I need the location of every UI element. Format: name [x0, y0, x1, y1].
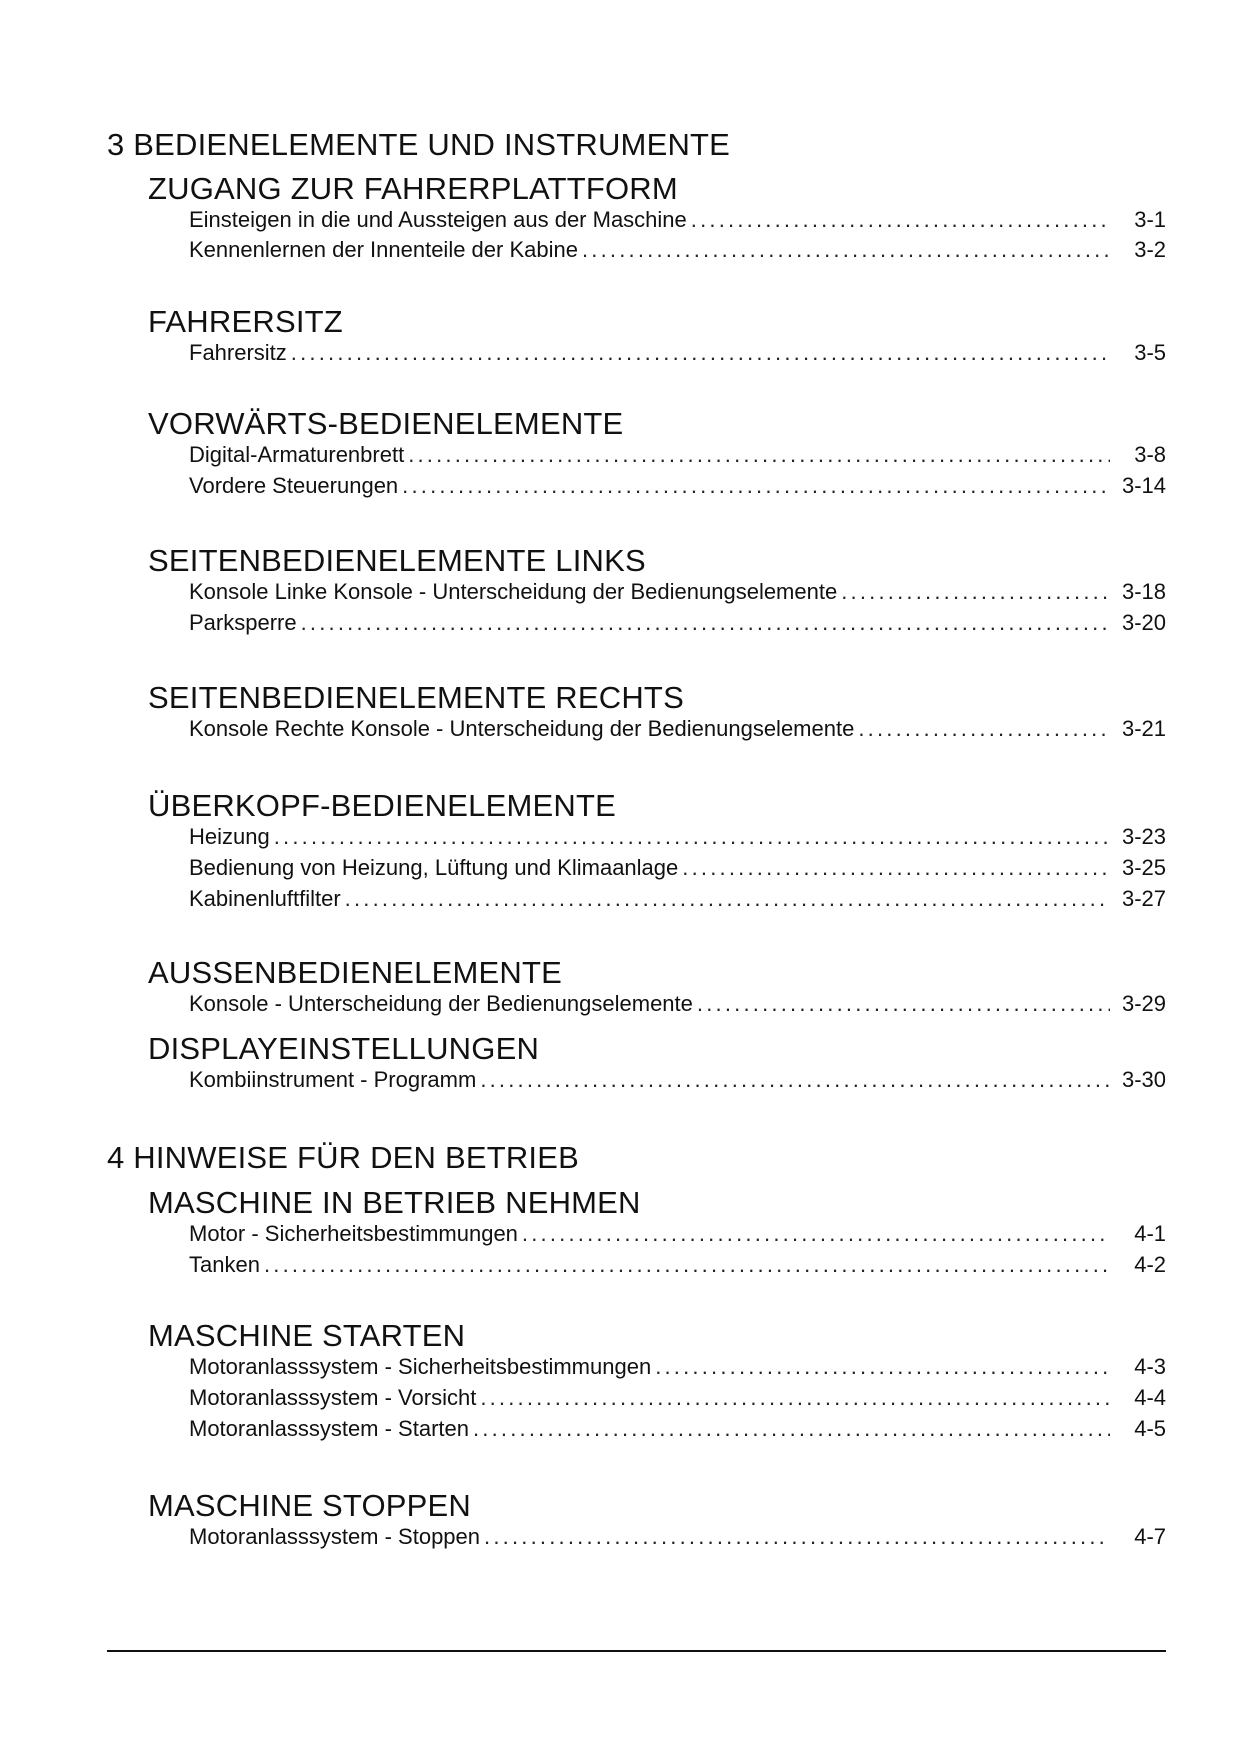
section-title: MASCHINE IN BETRIEB NEHMEN [148, 1185, 641, 1220]
toc-entry-page: 4-7 [1134, 1524, 1166, 1549]
toc-entry[interactable] [189, 853, 1166, 883]
dot-leader [301, 608, 1110, 638]
toc-entry[interactable] [189, 884, 1166, 914]
dot-leader [402, 471, 1110, 501]
toc-entry-label: Motoranlasssystem - Vorsicht [189, 1385, 477, 1410]
toc-entry-page: 3-18 [1121, 579, 1166, 604]
toc-entry-label: Vordere Steuerungen [189, 473, 399, 498]
section-title: FAHRERSITZ [148, 304, 343, 339]
toc-entry[interactable] [189, 989, 1166, 1019]
section-title: VORWÄRTS-BEDIENELEMENTE [148, 406, 624, 441]
toc-entry-page: 3-25 [1121, 855, 1166, 880]
dot-leader [408, 440, 1110, 470]
toc-entry[interactable] [189, 338, 1166, 368]
toc-entry-page: 3-29 [1121, 991, 1166, 1016]
toc-entry-label: Tanken [189, 1252, 260, 1277]
toc-entry-page: 4-4 [1134, 1385, 1166, 1410]
toc-entry-label: Einsteigen in die und Aussteigen aus der Maschine [189, 207, 687, 232]
toc-entry-label: Kombiinstrument - Programm [189, 1067, 477, 1092]
toc-entry-page: 4-5 [1134, 1416, 1166, 1441]
toc-entry-label: Motoranlasssystem - Stoppen [189, 1524, 481, 1549]
dot-leader [473, 1414, 1110, 1444]
toc-entry-label: Heizung [189, 824, 270, 849]
toc-entry-page: 3-1 [1134, 207, 1166, 232]
toc-entry-label: Motoranlasssystem - Sicherheitsbestimmungen [189, 1354, 652, 1379]
dot-leader [291, 338, 1110, 368]
toc-entry[interactable] [189, 1065, 1166, 1095]
toc-entry-label: Konsole Rechte Konsole - Unterscheidung der Bedienungselemente [189, 716, 855, 741]
toc-entry-label: Motoranlasssystem - Starten [189, 1416, 469, 1441]
section-title: AUSSENBEDIENELEMENTE [148, 955, 562, 990]
toc-entry[interactable] [189, 822, 1166, 852]
footer-rule [107, 1650, 1166, 1652]
dot-leader [522, 1219, 1110, 1249]
toc-entry[interactable] [189, 1522, 1166, 1552]
dot-leader [480, 1065, 1110, 1095]
dot-leader [264, 1250, 1110, 1280]
dot-leader [691, 205, 1110, 235]
toc-entry[interactable] [189, 205, 1166, 235]
toc-entry[interactable] [189, 1383, 1166, 1413]
toc-entry[interactable] [189, 1352, 1166, 1382]
toc-entry-label: Digital-Armaturenbrett [189, 442, 405, 467]
toc-entry-label: Bedienung von Heizung, Lüftung und Klimaanlage [189, 855, 679, 880]
dot-leader [480, 1383, 1110, 1413]
toc-entry[interactable] [189, 714, 1166, 744]
toc-entry-page: 3-23 [1121, 824, 1166, 849]
toc-entry[interactable] [189, 1250, 1166, 1280]
dot-leader [582, 235, 1110, 265]
toc-entry-label: Parksperre [189, 610, 297, 635]
toc-entry-label: Konsole Linke Konsole - Unterscheidung der Bedienungselemente [189, 579, 838, 604]
dot-leader [655, 1352, 1110, 1382]
toc-entry-page: 3-14 [1121, 473, 1166, 498]
section-title: MASCHINE STOPPEN [148, 1488, 472, 1523]
toc-entry[interactable] [189, 471, 1166, 501]
toc-entry-page: 3-8 [1134, 442, 1166, 467]
section-title: ZUGANG ZUR FAHRERPLATTFORM [148, 171, 678, 206]
toc-entry-page: 3-2 [1134, 237, 1166, 262]
section-title: SEITENBEDIENELEMENTE RECHTS [148, 680, 684, 715]
toc-entry-label: Kennenlernen der Innenteile der Kabine [189, 237, 578, 262]
dot-leader [697, 989, 1110, 1019]
dot-leader [858, 714, 1110, 744]
toc-entry-page: 3-30 [1121, 1067, 1166, 1092]
toc-entry-page: 4-1 [1134, 1221, 1166, 1246]
toc-entry[interactable] [189, 235, 1166, 265]
dot-leader [841, 577, 1110, 607]
section-title: DISPLAYEINSTELLUNGEN [148, 1031, 540, 1066]
toc-entry-page: 3-5 [1134, 340, 1166, 365]
section-title: ÜBERKOPF-BEDIENELEMENTE [148, 788, 616, 823]
dot-leader [682, 853, 1110, 883]
toc-entry[interactable] [189, 440, 1166, 470]
chapter-title: 3 BEDIENELEMENTE UND INSTRUMENTE [107, 127, 731, 162]
toc-entry-label: Fahrersitz [189, 340, 287, 365]
toc-entry[interactable] [189, 608, 1166, 638]
toc-entry[interactable] [189, 1219, 1166, 1249]
section-title: SEITENBEDIENELEMENTE LINKS [148, 543, 646, 578]
dot-leader [484, 1522, 1110, 1552]
toc-entry-label: Konsole - Unterscheidung der Bedienungselemente [189, 991, 693, 1016]
toc-entry-page: 4-2 [1134, 1252, 1166, 1277]
section-title: MASCHINE STARTEN [148, 1318, 466, 1353]
toc-entry-page: 3-20 [1121, 610, 1166, 635]
dot-leader [274, 822, 1110, 852]
toc-entry-label: Motor - Sicherheitsbestimmungen [189, 1221, 518, 1246]
dot-leader [345, 884, 1110, 914]
toc-entry-page: 4-3 [1134, 1354, 1166, 1379]
toc-entry-page: 3-21 [1121, 716, 1166, 741]
toc-entry[interactable] [189, 1414, 1166, 1444]
toc-entry[interactable] [189, 577, 1166, 607]
toc-entry-label: Kabinenluftfilter [189, 886, 341, 911]
chapter-title: 4 HINWEISE FÜR DEN BETRIEB [107, 1140, 579, 1175]
toc-entry-page: 3-27 [1121, 886, 1166, 911]
